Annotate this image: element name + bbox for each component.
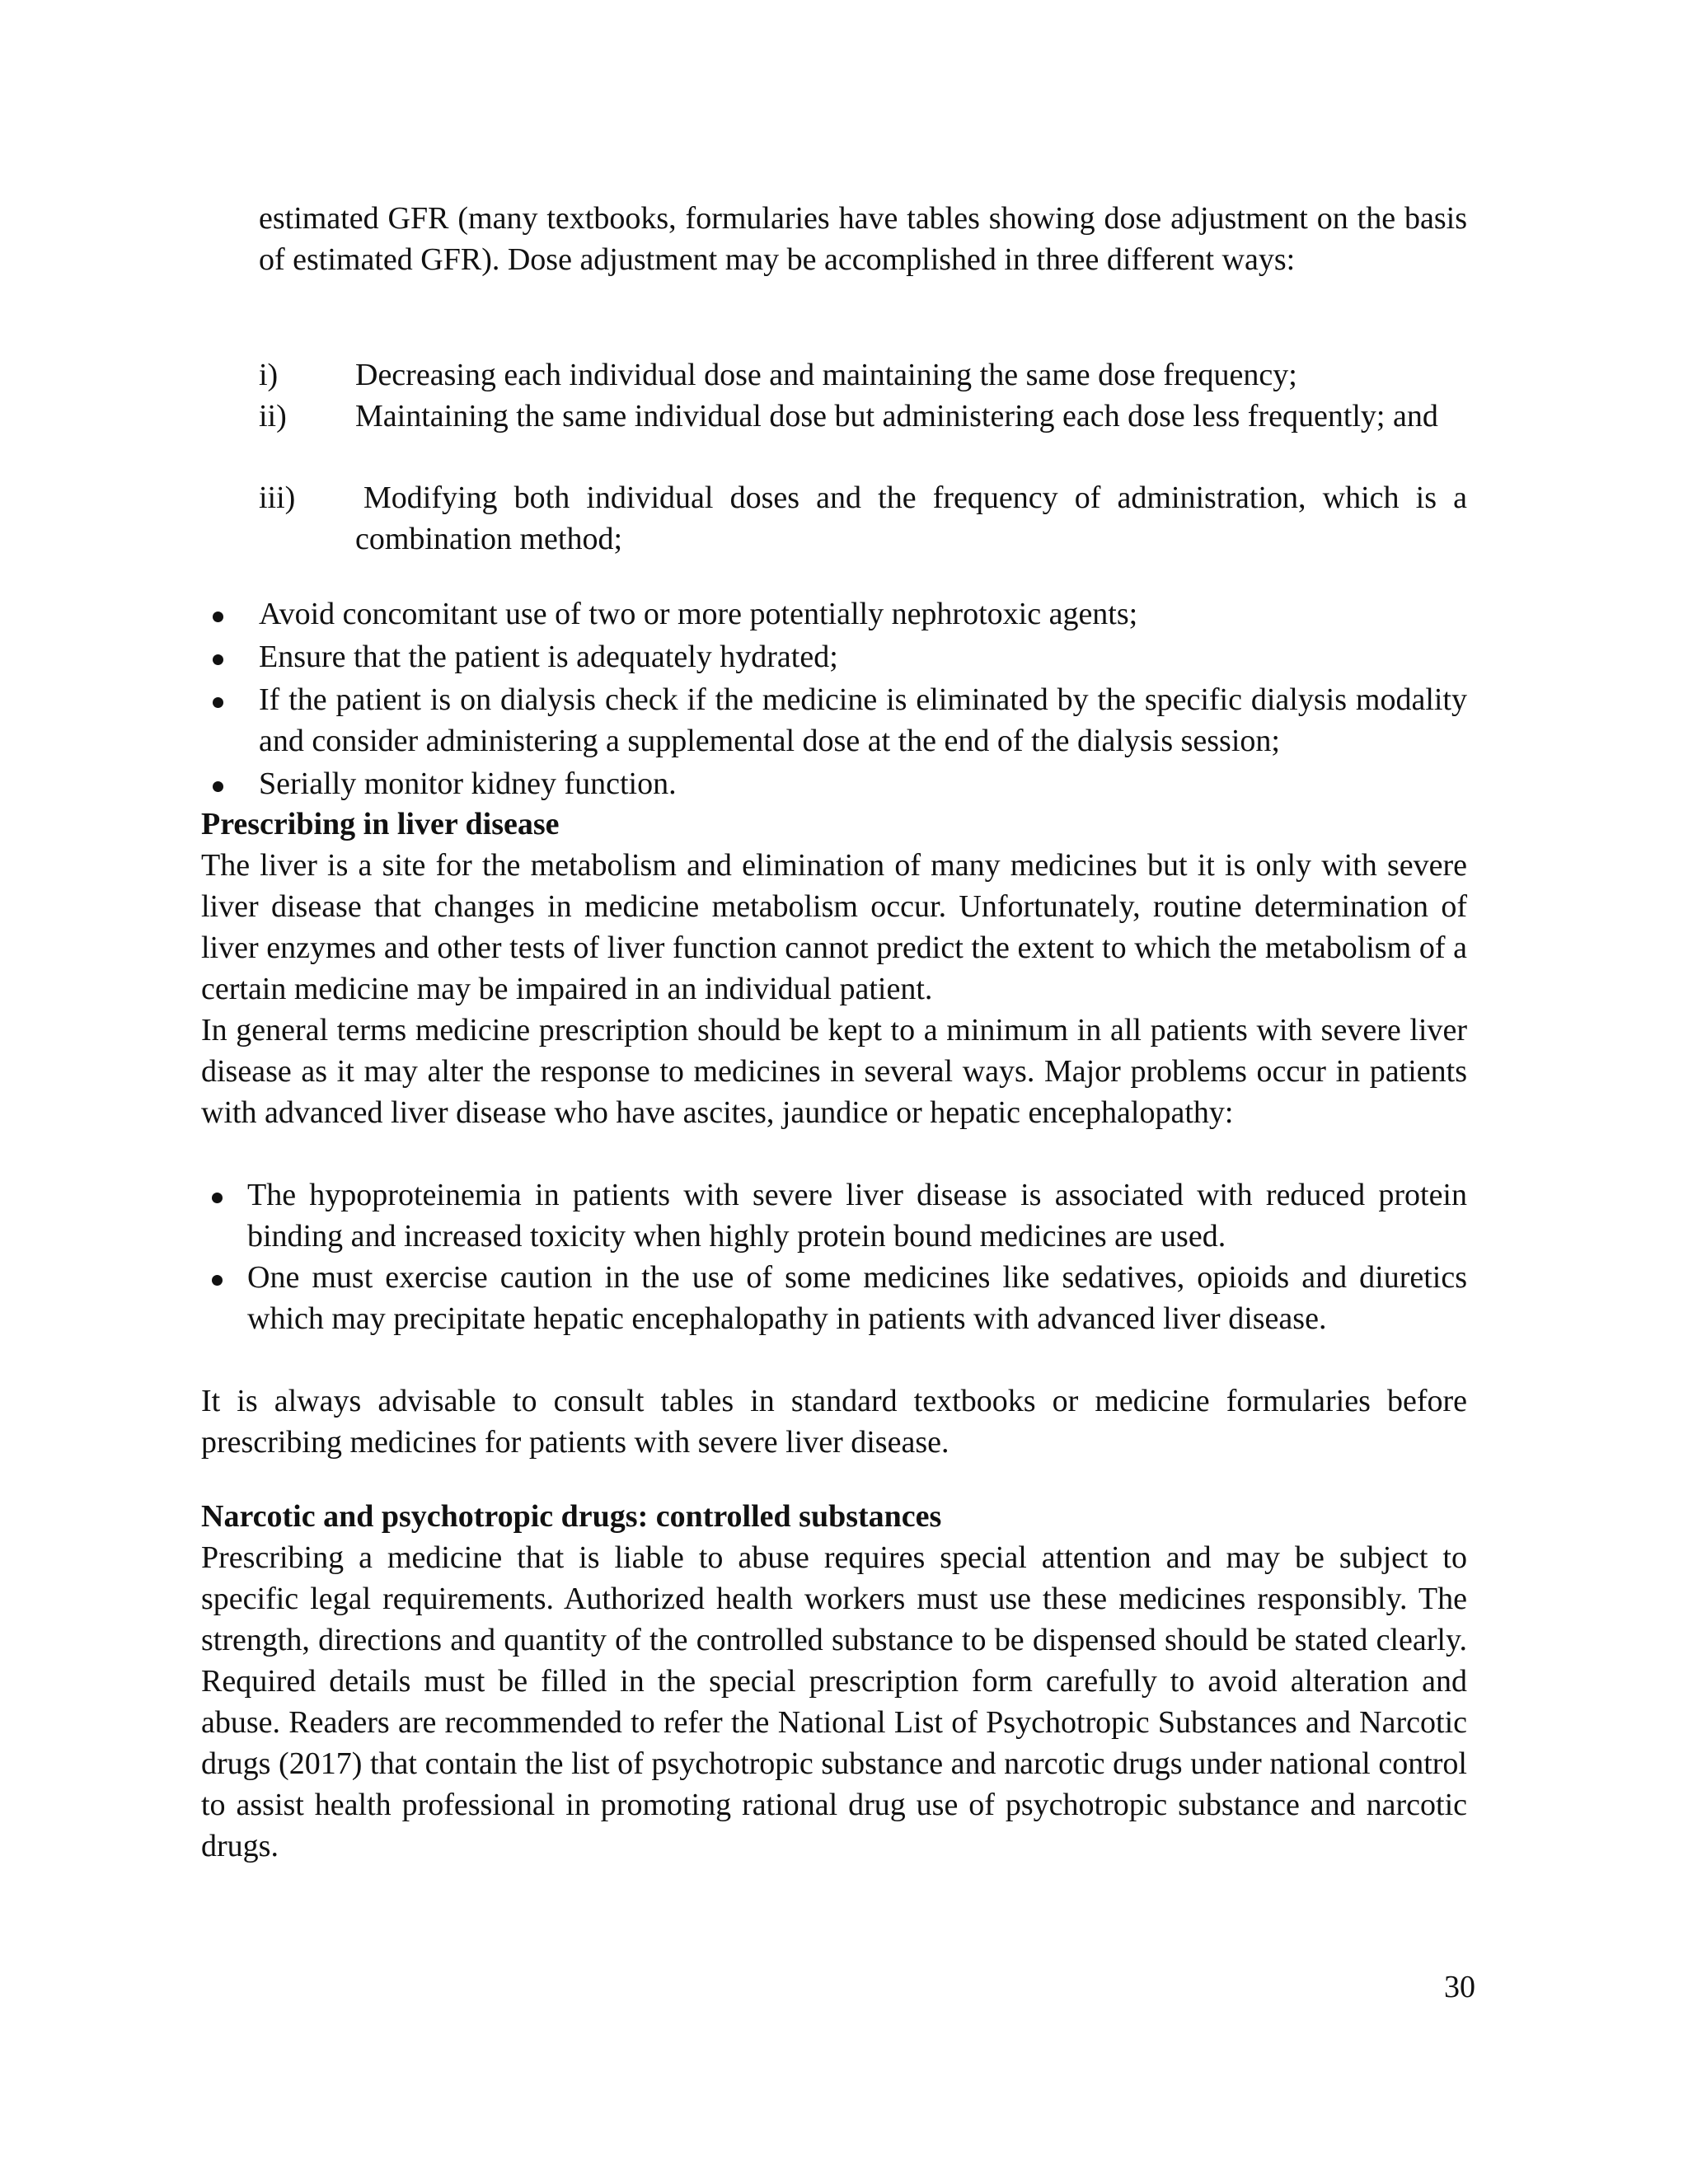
liver-bullet-list [201,1174,1467,1339]
paragraph-text: In general terms medicine prescription should be kept to a minimum in all patients with severe liver disease as it may alter the response to medicines in several ways. Major problems occur in patients with advanced liver disease who have ascites, jaundice or hepatic encephalopathy: [201,1013,1467,1130]
bullet-icon [213,654,223,665]
section-heading-liver: Prescribing in liver disease [201,807,560,841]
bullet-icon [212,1193,223,1203]
dose-method-text: Maintaining the same individual dose but administering each dose less frequently; and [355,399,1438,434]
liver-paragraph-2 [201,1010,1467,1133]
paragraph-text: The liver is a site for the metabolism and elimination of many medicines but it is only with severe liver disease that changes in medicine metabolism occur. Unfortunately, routine determination of liver enzymes and other tests of liver function cannot predict the extent to which the metabolism of a certain medicine may be impaired in an individual patient. [201,848,1467,1006]
page-number: 30 [1444,1970,1475,2004]
list-item [201,679,1467,762]
list-item-text: Serially monitor kidney function. [259,766,677,801]
dose-method-number: i) [259,358,279,392]
intro-paragraph [259,198,1467,280]
list-item-text: One must exercise caution in the use of some medicines like sedatives, opioids and diuretics which may precipitate hepatic encephalopathy in patients with advanced liver disease. [247,1260,1467,1336]
list-item [201,1174,1467,1257]
kidney-bullet-list [201,593,1467,806]
list-item [201,593,1467,635]
dose-method-text: Modifying both individual doses and the frequency of administration, which is a combination method; [355,480,1467,556]
list-item-text: Avoid concomitant use of two or more potentially nephrotoxic agents; [259,597,1138,631]
list-item-text: If the patient is on dialysis check if the medicine is eliminated by the specific dialysis modality and consider administering a supplemental dose at the end of the dialysis session; [259,682,1467,758]
list-item [201,636,1467,677]
intro-text: estimated GFR (many textbooks, formularies have tables showing dose adjustment on the basis of estimated GFR). Dose adjustment may be accomplished in three different ways: [259,201,1467,277]
bullet-icon [213,697,223,708]
bullet-icon [213,612,223,622]
section-heading-narcotic: Narcotic and psychotropic drugs: controlled substances [201,1499,942,1534]
list-item [201,1257,1467,1339]
list-item [201,763,1467,804]
bullet-icon [212,1275,223,1286]
narcotic-paragraph [201,1537,1467,1867]
list-item-text: The hypoproteinemia in patients with severe liver disease is associated with reduced protein binding and increased toxicity when highly protein bound medicines are used. [247,1178,1467,1254]
liver-paragraph-1 [201,845,1467,1010]
liver-paragraph-3 [201,1380,1467,1463]
dose-method-text: Decreasing each individual dose and maintaining the same dose frequency; [355,358,1297,392]
list-item-text: Ensure that the patient is adequately hydrated; [259,640,838,674]
dose-method-number: iii) [259,480,296,515]
paragraph-text: Prescribing a medicine that is liable to abuse requires special attention and may be subject to specific legal requirements. Authorized health workers must use these medicines responsibly. The strength, directions and quantity of the controlled substance to be dispensed should be stated clearly. Required details must be filled in the special prescription form carefully to avoid alteration and abuse. Readers are recommended to refer the National List of Psychotropic Substances and Narcotic drugs (2017) that contain the list of psychotropic substance and narcotic drugs under national control to assist health professional in promoting rational drug use of psychotropic substance and narcotic drugs. [201,1540,1467,1863]
dose-method-number: ii) [259,399,287,434]
paragraph-text: It is always advisable to consult tables in standard textbooks or medicine formularies before prescribing medicines for patients with severe liver disease. [201,1384,1467,1460]
bullet-icon [213,781,223,792]
